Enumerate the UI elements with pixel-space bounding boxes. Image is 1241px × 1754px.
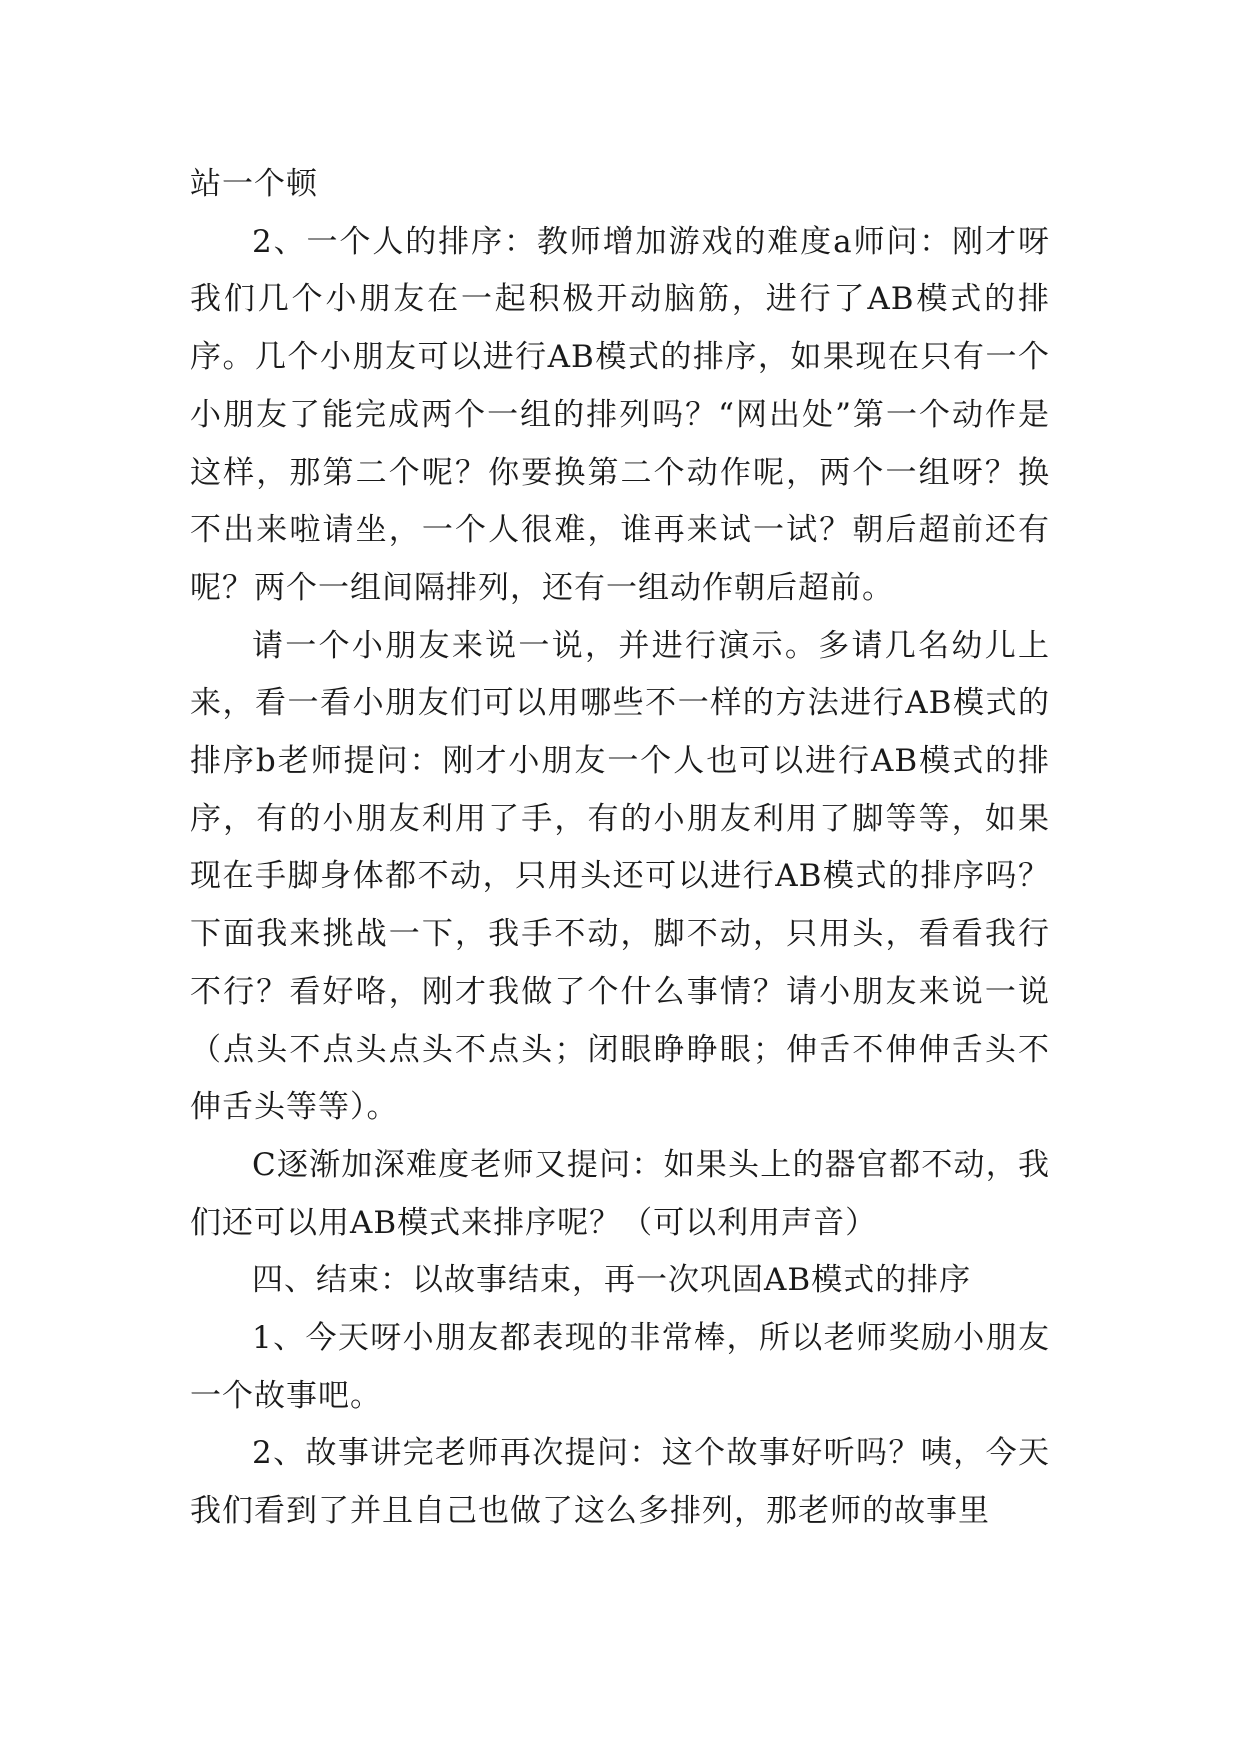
paragraph-single-person-sequence: 2、一个人的排序：教师增加游戏的难度a师问：刚才呀我们几个小朋友在一起积极开动脑筋，进行了AB模式的排序。几个小朋友可以进行AB模式的排序，如果现在只有一个小朋友了能完成两个一组的排列吗？“网出处”第一个动作是这样，那第二个呢？你要换第二个动作呢，两个一组呀？换不出来啦请坐，一个人很难，谁再来试一试？朝后超前还有呢？两个一组间隔排列，还有一组动作朝后超前。	[190, 223, 1050, 606]
paragraph-demonstration: 请一个小朋友来说一说，并进行演示。多请几名幼儿上来，看一看小朋友们可以用哪些不一样的方法进行AB模式的排序b老师提问：刚才小朋友一个人也可以进行AB模式的排序，有的小朋友利用了手，有的小朋友利用了脚等等，如果现在手脚身体都不动，只用头还可以进行AB模式的排序吗？下面我来挑战一下，我手不动，脚不动，只用头，看看我行不行？看好咯，刚才我做了个什么事情？请小朋友来说一说（点头不点头点头不点头；闭眼睁睁眼；伸舌不伸伸舌头不伸舌头等等）。	[190, 627, 1050, 1126]
paragraph-section-ending: 四、结束：以故事结束，再一次巩固AB模式的排序	[252, 1262, 972, 1299]
paragraph-reward-story: 1、今天呀小朋友都表现的非常棒，所以老师奖励小朋友一个故事吧。	[190, 1320, 1050, 1414]
paragraph-increase-difficulty: C逐渐加深难度老师又提问：如果头上的器官都不动，我们还可以用AB模式来排序呢？（可以利用声音）	[190, 1146, 1050, 1241]
paragraph-story-question: 2、故事讲完老师再次提问：这个故事好听吗？咦，今天我们看到了并且自己也做了这么多排列，那老师的故事里	[190, 1435, 1050, 1530]
document-body	[190, 156, 1050, 1541]
paragraph-continuation: 站一个顿	[190, 166, 318, 202]
